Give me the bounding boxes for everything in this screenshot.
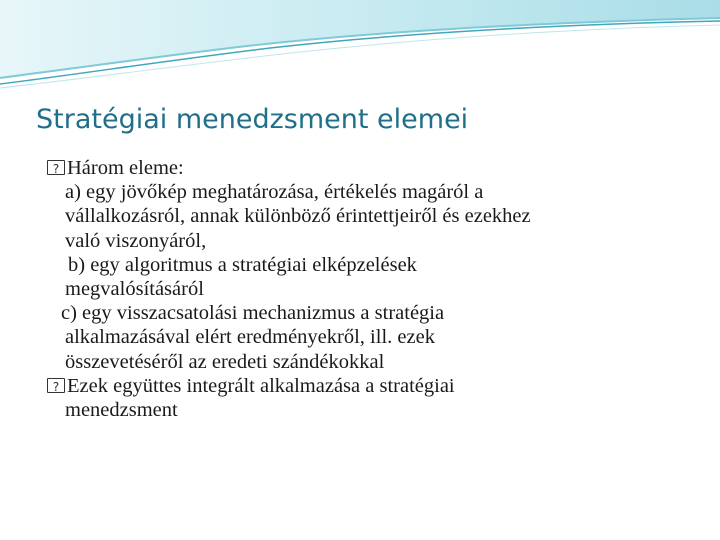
list-item-a bbox=[47, 180, 707, 253]
slide-title: Stratégiai menedzsment elemei bbox=[36, 104, 469, 135]
bullet-item bbox=[47, 374, 707, 422]
list-item-line: c) egy visszacsatolási mechanizmus a stratégia bbox=[61, 302, 445, 325]
missing-glyph-box-icon bbox=[47, 378, 65, 393]
list-item-line: alkalmazásával elért eredményekről, ill. ezek bbox=[65, 326, 435, 349]
bullet-text: Három eleme: bbox=[67, 157, 184, 179]
list-item-b bbox=[47, 253, 707, 301]
list-item-c bbox=[47, 301, 707, 374]
bullet-item bbox=[47, 156, 707, 180]
list-item-line: vállalkozásról, annak különböző érintettjeiről és ezekhez bbox=[65, 205, 531, 228]
missing-glyph-box-icon bbox=[47, 160, 65, 175]
header-wave-decoration bbox=[0, 0, 720, 90]
list-item-line: b) egy algoritmus a stratégiai elképzelések bbox=[68, 253, 417, 276]
bullet-text: Ezek együttes integrált alkalmazása a stratégiai bbox=[67, 374, 455, 397]
list-item-line: megvalósításáról bbox=[65, 278, 204, 301]
slide-body bbox=[47, 156, 707, 422]
list-item-line: való viszonyáról, bbox=[65, 229, 207, 252]
bullet-line bbox=[47, 374, 707, 398]
bullet-text-continuation: menedzsment bbox=[65, 399, 178, 422]
list-item-line: a) egy jövőkép meghatározása, értékelés magáról a bbox=[65, 181, 484, 204]
list-item-line: összevetéséről az eredeti szándékokkal bbox=[65, 350, 385, 373]
